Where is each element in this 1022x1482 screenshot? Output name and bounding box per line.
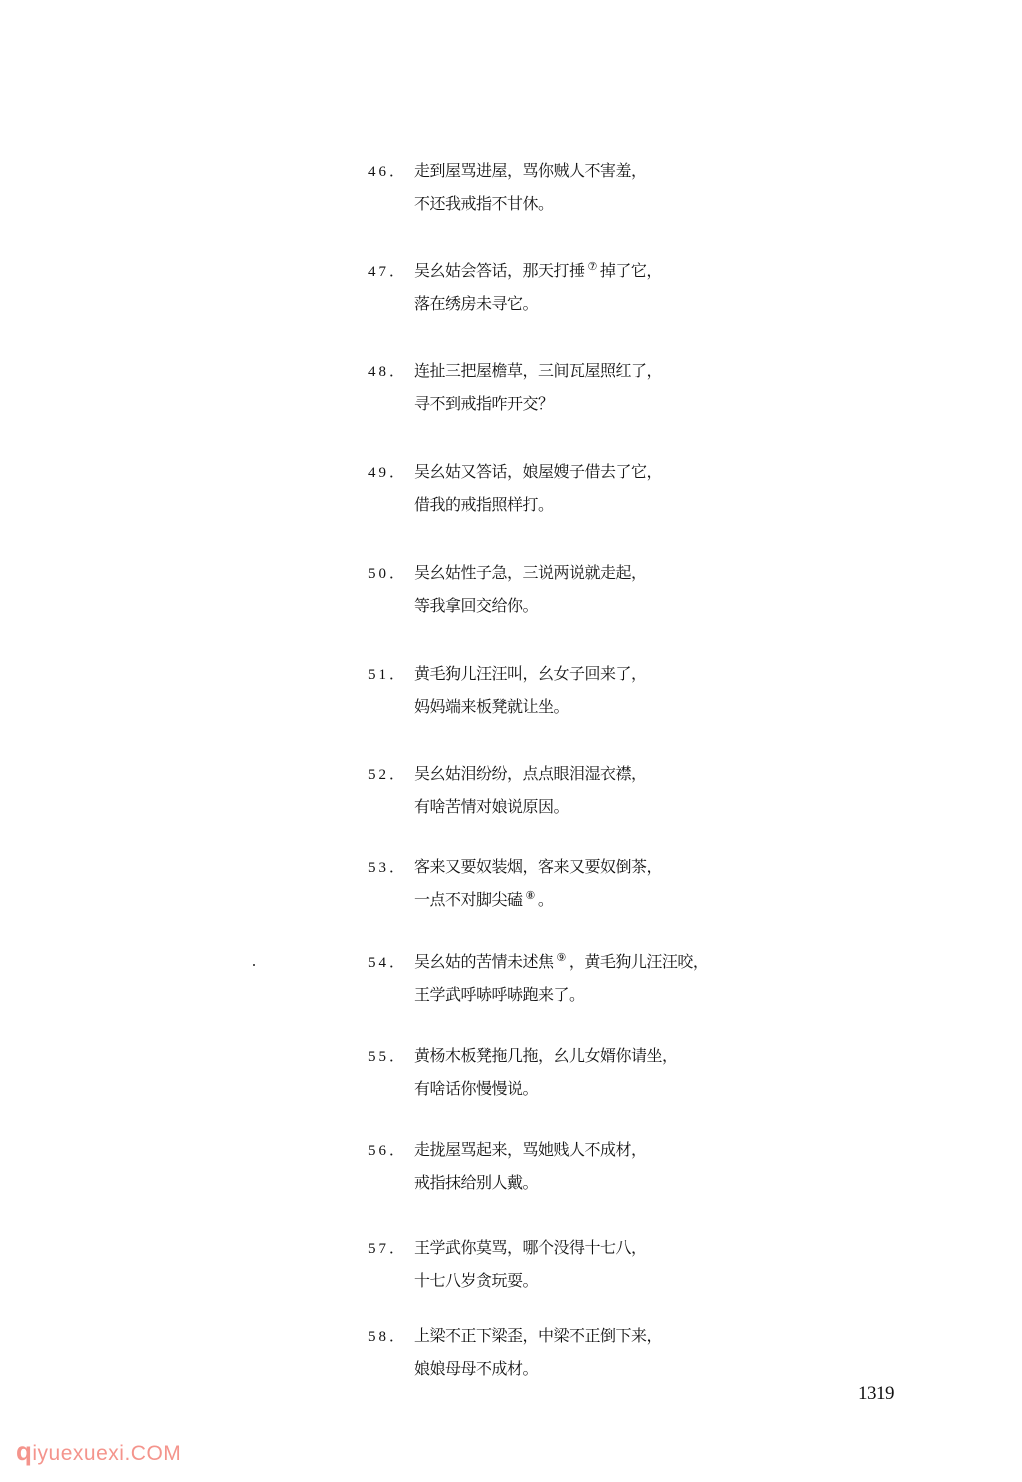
verse-line xyxy=(414,391,554,414)
verse-line xyxy=(414,1268,538,1291)
verse-line xyxy=(414,1356,538,1379)
verse-line xyxy=(414,1076,538,1099)
verse-line xyxy=(414,291,538,314)
verse-text: 吴幺姑又答话，娘屋嫂子借去了它， xyxy=(414,462,663,481)
verse-line xyxy=(414,1235,647,1258)
verse-text: 黄杨木板凳拖几拖，幺儿女婿你请坐， xyxy=(414,1046,678,1065)
verse-text: 王学武你莫骂，哪个没得十七八， xyxy=(414,1238,647,1257)
verse-number: 55． xyxy=(368,1049,408,1065)
verse-text: 有啥苦情对娘说原因。 xyxy=(414,797,570,816)
verse-text: 黄毛狗儿汪汪叫，幺女子回来了， xyxy=(414,664,647,683)
verse-text: 吴幺姑性子急，三说两说就走起， xyxy=(414,563,647,582)
verse-number: 58． xyxy=(368,1329,408,1345)
verse-line xyxy=(414,854,662,877)
verse-line xyxy=(414,761,647,784)
verse-number: 56． xyxy=(368,1143,408,1159)
verse-text: 上梁不正下梁歪，中梁不正倒下来， xyxy=(414,1326,663,1345)
verse-line xyxy=(414,191,554,214)
verse-number: 52． xyxy=(368,767,408,783)
footnote-marker: ⑧ xyxy=(525,889,535,902)
watermark-text: iyuexuexi.COM xyxy=(32,1442,182,1465)
verse-text: ，黄毛狗儿汪汪咬， xyxy=(568,952,709,971)
verse-text: 走到屋骂进屋，骂你贼人不害羞， xyxy=(414,161,647,180)
verse-number: 50． xyxy=(368,566,408,582)
verse-text: 十七八岁贪玩耍。 xyxy=(414,1271,539,1290)
verse-text: 寻不到戒指咋开交？ xyxy=(414,394,554,413)
verse-text: 客来又要奴装烟，客来又要奴倒茶， xyxy=(414,857,663,876)
verse-text: 娘娘母母不成材。 xyxy=(414,1359,539,1378)
verse-line xyxy=(414,1137,647,1160)
scan-speck xyxy=(253,964,255,966)
verse-line xyxy=(414,258,662,281)
verse-text: 妈妈端来板凳就让坐。 xyxy=(414,697,570,716)
verse-line xyxy=(414,1323,662,1346)
verse-line xyxy=(414,661,647,684)
verse-text: 借我的戒指照样打。 xyxy=(414,495,554,514)
watermark-logo: q xyxy=(16,1436,33,1466)
verse-line xyxy=(414,982,585,1005)
page-number: 1319 xyxy=(858,1383,894,1404)
verse-text: 走拢屋骂起来，骂她贱人不成材， xyxy=(414,1140,647,1159)
verse-number: 57． xyxy=(368,1241,408,1257)
footnote-marker: ⑦ xyxy=(587,260,597,273)
watermark xyxy=(16,1436,181,1467)
verse-line xyxy=(414,560,647,583)
verse-text: 一点不对脚尖磕 xyxy=(414,890,523,909)
verse-number: 51． xyxy=(368,667,408,683)
verse-number: 47． xyxy=(368,264,408,280)
verse-text: 不还我戒指不甘休。 xyxy=(414,194,554,213)
verse-line xyxy=(414,794,569,817)
verse-text: 。 xyxy=(537,890,554,909)
verse-text: 连扯三把屋檐草，三间瓦屋照红了， xyxy=(414,361,663,380)
verse-text: 等我拿回交给你。 xyxy=(414,596,539,615)
verse-text: 吴幺姑会答话，那天打捶 xyxy=(414,261,585,280)
verse-text: 吴幺姑泪纷纷，点点眼泪湿衣襟， xyxy=(414,764,647,783)
verse-line xyxy=(414,949,708,972)
verse-text: 王学武呼哧呼哧跑来了。 xyxy=(414,985,585,1004)
verse-number: 49． xyxy=(368,465,408,481)
verse-number: 46． xyxy=(368,164,408,180)
footnote-marker: ⑨ xyxy=(556,951,566,964)
verse-number: 54． xyxy=(368,955,408,971)
verse-line xyxy=(414,694,569,717)
verse-line xyxy=(414,158,647,181)
verse-line xyxy=(414,887,553,910)
verse-text: 掉了它， xyxy=(599,261,662,280)
verse-number: 48． xyxy=(368,364,408,380)
verse-line xyxy=(414,492,554,515)
verse-text: 落在绣房未寻它。 xyxy=(414,294,539,313)
verse-text: 戒指抹给别人戴。 xyxy=(414,1173,539,1192)
verse-line xyxy=(414,1170,538,1193)
verse-line xyxy=(414,593,538,616)
verse-line xyxy=(414,358,662,381)
verse-text: 吴幺姑的苦情未述焦 xyxy=(414,952,554,971)
verse-line xyxy=(414,459,662,482)
verse-line xyxy=(414,1043,678,1066)
verse-number: 53． xyxy=(368,860,408,876)
verse-text: 有啥话你慢慢说。 xyxy=(414,1079,539,1098)
